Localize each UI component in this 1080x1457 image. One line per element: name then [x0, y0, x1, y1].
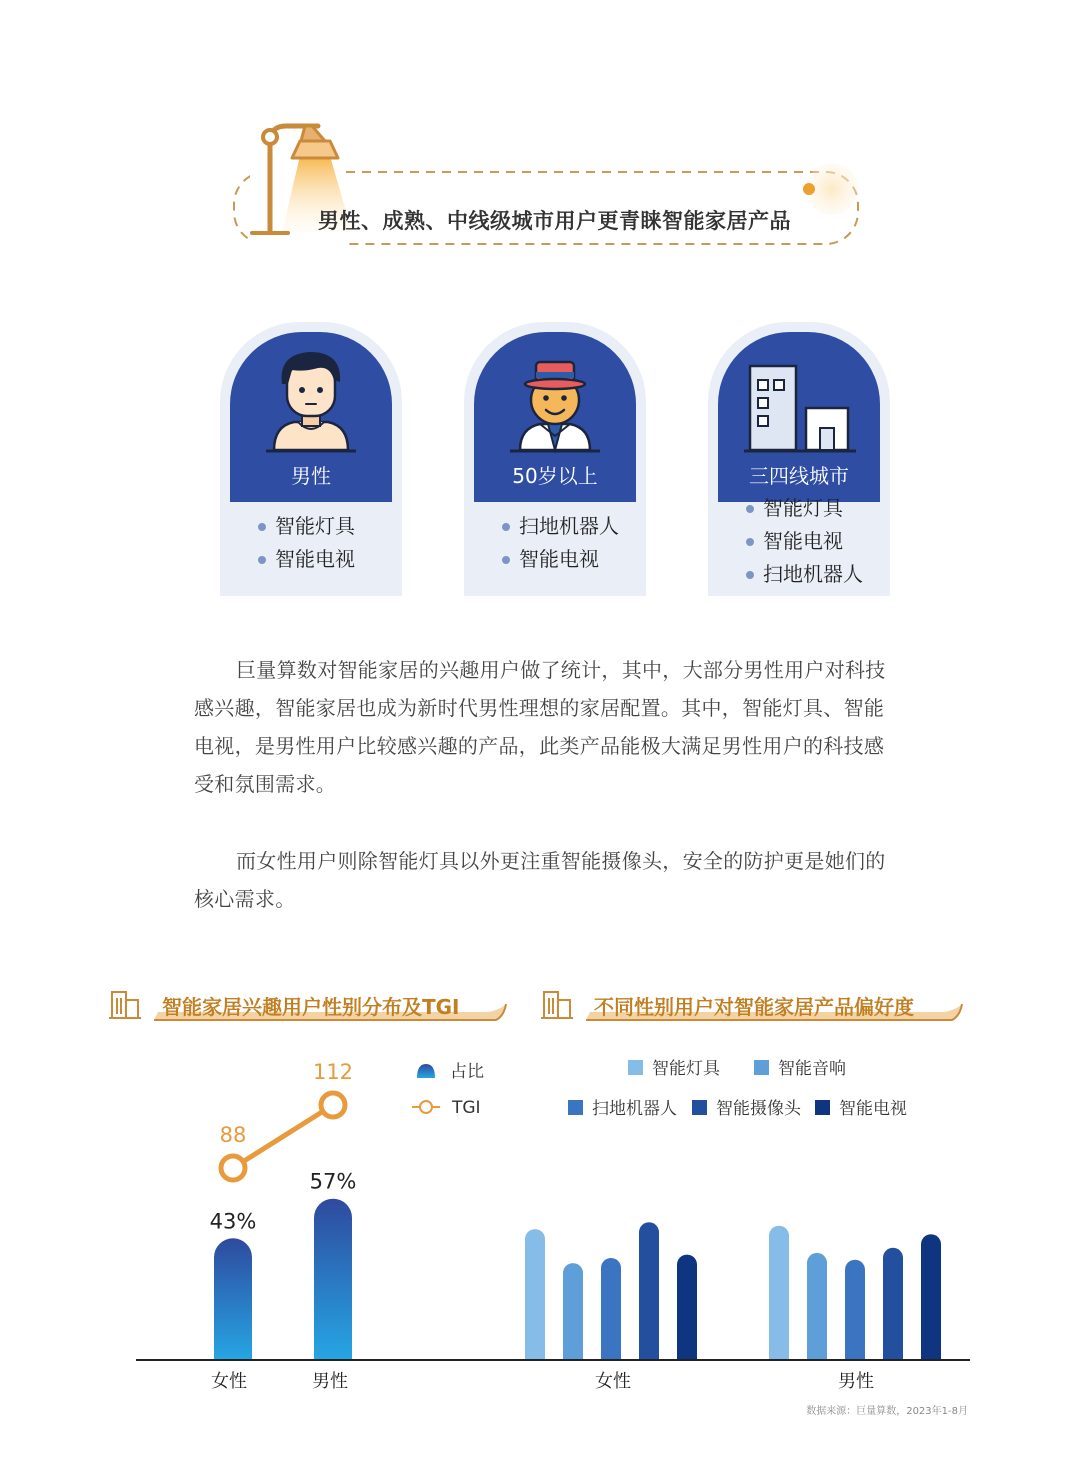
legend-bar-swatch [417, 1064, 435, 1078]
chart2-title: 不同性别用户对智能家居产品偏好度 [594, 995, 914, 1019]
legend-label: 智能音响 [778, 1059, 846, 1079]
legend-swatch [628, 1060, 643, 1075]
chart1-header [108, 986, 508, 1026]
bar-智能摄像头-女性 [639, 1222, 659, 1360]
building-icon [541, 992, 573, 1018]
legend-label: 智能摄像头 [716, 1099, 801, 1119]
list-item: 智能电视 [256, 543, 355, 576]
card-header [474, 332, 636, 502]
x-tick-label: 男性 [312, 1371, 348, 1392]
legend-label: 智能灯具 [652, 1059, 720, 1079]
banner-decoration [0, 0, 1080, 300]
bar-智能灯具-女性 [525, 1229, 545, 1360]
legend-swatch [815, 1100, 830, 1115]
legend-label: 扫地机器人 [592, 1099, 677, 1119]
charts-area [0, 1040, 1080, 1390]
list-item: 扫地机器人 [500, 510, 619, 543]
card-item-list [500, 510, 619, 576]
tgi-point [221, 1156, 245, 1180]
bar-智能电视-女性 [677, 1255, 697, 1360]
tgi-line [244, 1112, 322, 1161]
card-label: 50岁以上 [512, 464, 598, 488]
card-male [220, 322, 402, 596]
card-age-50-plus [464, 322, 646, 596]
bar-智能电视-男性 [921, 1234, 941, 1360]
card-label: 男性 [291, 464, 331, 488]
legend-swatch [568, 1100, 583, 1115]
list-item: 智能电视 [500, 543, 619, 576]
data-source-note: 数据来源：巨量算数，2023年1-8月 [806, 1406, 968, 1417]
card-item-list [744, 492, 863, 591]
x-tick-label: 女性 [595, 1371, 631, 1392]
legend-swatch [692, 1100, 707, 1115]
x-tick-label: 男性 [838, 1371, 874, 1392]
list-item: 智能电视 [744, 525, 863, 558]
bar-智能灯具-男性 [769, 1226, 789, 1360]
banner-title: 男性、成熟、中线级城市用户更青睐智能家居产品 [318, 209, 791, 233]
x-tick-label: 女性 [211, 1371, 247, 1392]
building-icon [109, 992, 141, 1018]
bar-男性 [314, 1199, 352, 1360]
body-paragraph: 而女性用户则除智能灯具以外更注重智能摄像头，安全的防护更是她们的核心需求。 [194, 849, 886, 911]
legend-label: 占比 [450, 1062, 484, 1082]
legend-label: TGI [452, 1098, 481, 1118]
card-tier-3-4-city [708, 322, 890, 596]
bar-data-label: 57% [309, 1169, 357, 1194]
legend-label: 智能电视 [839, 1099, 907, 1119]
tgi-data-label: 88 [219, 1123, 247, 1147]
list-item: 智能灯具 [256, 510, 355, 543]
tgi-data-label: 112 [312, 1060, 354, 1084]
bar-女性 [214, 1238, 252, 1360]
tgi-point [321, 1093, 345, 1117]
bar-扫地机器人-男性 [845, 1260, 865, 1360]
legend-swatch [754, 1060, 769, 1075]
card-label: 三四线城市 [749, 464, 849, 488]
chart2-header [540, 986, 970, 1026]
card-header [718, 332, 880, 502]
chart2-plot [525, 1059, 941, 1360]
bar-data-label: 43% [209, 1209, 257, 1234]
bar-智能音响-男性 [807, 1253, 827, 1360]
legend-line-marker [420, 1101, 432, 1113]
chart1-plot [210, 1060, 484, 1360]
list-item: 扫地机器人 [744, 558, 863, 591]
chart1-title: 智能家居兴趣用户性别分布及TGI [162, 995, 460, 1019]
card-header [230, 332, 392, 502]
bar-扫地机器人-女性 [601, 1258, 621, 1360]
list-item: 智能灯具 [744, 492, 863, 525]
body-paragraph: 巨量算数对智能家居的兴趣用户做了统计，其中，大部分男性用户对科技感兴趣，智能家居也成为新时代男性理想的家居配置。其中，智能灯具、智能电视，是男性用户比较感兴趣的产品，此类产品能极大满足男性用户的科技感受和氛围需求。 [194, 658, 886, 796]
bar-智能音响-女性 [563, 1263, 583, 1360]
bar-智能摄像头-男性 [883, 1248, 903, 1360]
card-item-list [256, 510, 355, 576]
